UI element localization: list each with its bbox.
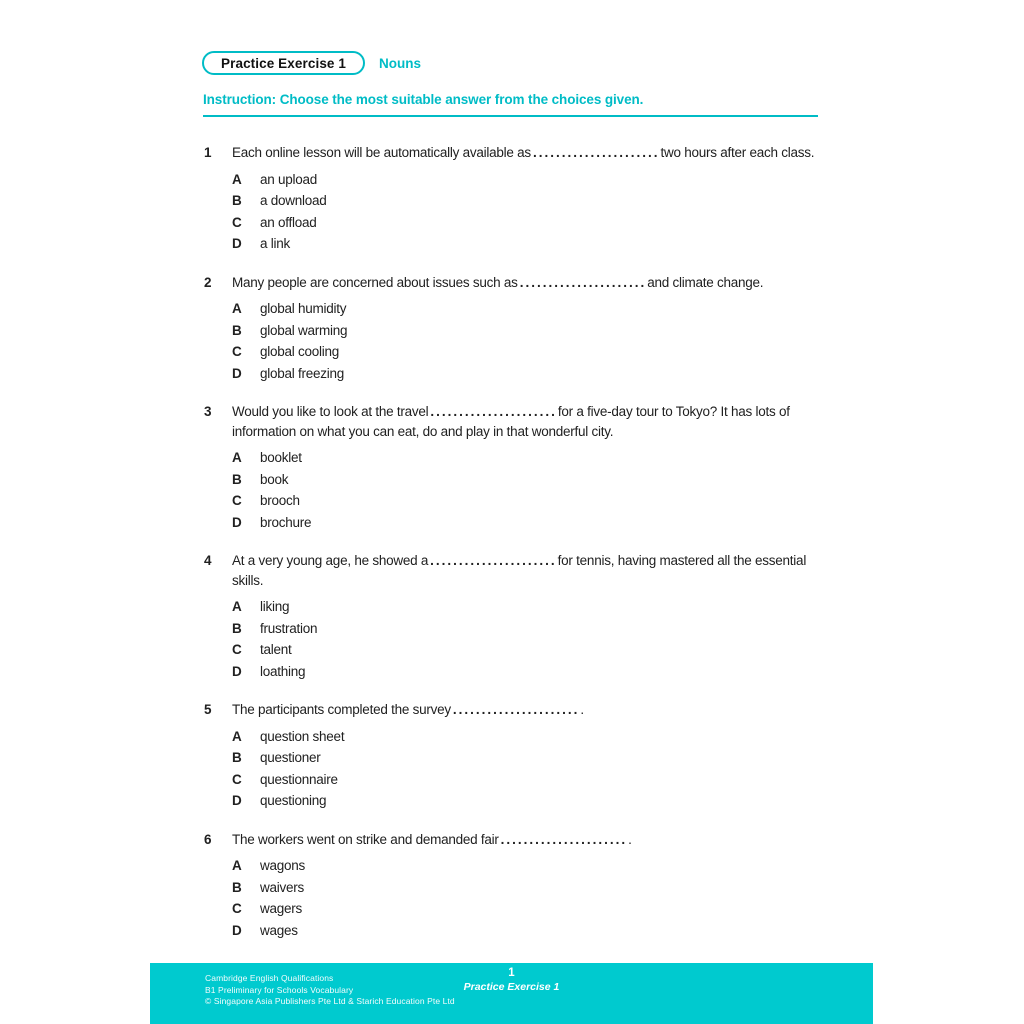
question-text [232,551,818,590]
answer-blank: ...................... [519,274,647,290]
option-row [232,447,818,469]
options-list [204,298,818,384]
option-text: talent [260,642,292,657]
option-letter: A [232,450,242,465]
question-5 [204,700,818,812]
option-text: question sheet [260,728,345,744]
option-letter: A [232,858,242,873]
publisher-line: Cambridge English Qualifications [205,973,334,983]
topic-label: Nouns [379,55,421,71]
option-row [232,618,818,640]
option-letter: A [232,728,242,744]
page-number: 1 [508,967,515,979]
question-text [232,143,818,163]
options-list [204,726,818,812]
option-letter: D [232,514,242,530]
option-text: global freezing [260,365,345,381]
option-letter: C [232,493,242,508]
question-text-after: for tennis, having mastered all the essential skills. [232,553,807,588]
exercise-badge: Practice Exercise 1 [202,51,365,75]
page-footer-center [150,967,873,994]
option-letter: D [232,922,242,938]
option-row [232,490,818,512]
option-text: waivers [260,879,305,895]
options-list [204,855,818,941]
option-text: an upload [260,171,318,187]
option-row [232,920,818,942]
option-text: loathing [260,663,306,679]
option-text: questioning [260,793,327,808]
instruction-text: Instruction: Choose the most suitable answer from the choices given. [203,92,644,107]
option-row [232,341,818,363]
option-text: liking [260,599,290,614]
option-row [232,790,818,812]
question-3 [204,402,818,533]
option-text: questionnaire [260,771,338,787]
option-row [232,169,818,191]
answer-blank: ...................... [532,145,660,160]
option-text: global humidity [260,301,347,316]
option-letter: A [232,171,242,187]
option-row [232,298,818,320]
option-text: global cooling [260,344,340,359]
option-text: a link [260,236,291,251]
question-number: 5 [204,702,212,717]
option-text: wagers [260,901,303,916]
option-text: global warming [260,322,348,338]
option-row [232,363,818,385]
options-list [204,169,818,255]
option-letter: C [232,642,242,657]
answer-blank: ...................... [452,702,580,717]
question-1 [204,143,818,255]
question-text-after: two hours after each class. [660,145,815,160]
option-row [232,233,818,255]
answer-blank: ...................... [500,831,628,847]
question-number: 6 [204,831,212,847]
option-letter: A [232,301,242,316]
option-row [232,747,818,769]
question-text-before: Each online lesson will be automatically available as [232,145,531,160]
option-letter: B [232,879,242,895]
option-text: a download [260,193,327,208]
option-row [232,596,818,618]
question-number: 2 [204,274,212,290]
option-text: questioner [260,750,321,765]
question-text-after: for a five-day tour to Tokyo? It has lots of information on what you can eat, do and play in that wonderful city. [232,404,790,439]
answer-blank: ...................... [430,404,557,419]
answer-blank: ...................... [430,553,557,568]
option-text: an offload [260,214,317,230]
option-row [232,855,818,877]
option-letter: D [232,793,242,808]
option-text: wages [260,922,298,938]
option-letter: B [232,750,242,765]
option-row [232,469,818,491]
footer-band [150,963,873,1024]
page-label: Practice Exercise 1 [463,981,560,993]
question-text-after: . [628,831,632,847]
question-text-after: . [580,702,584,717]
option-row [232,661,818,683]
option-text: wagons [260,858,306,873]
publisher-line: © Singapore Asia Publishers Pte Ltd & Starich Education Pte Ltd [205,996,455,1006]
option-text: brooch [260,493,300,508]
question-text-before: At a very young age, he showed a [232,553,429,568]
option-letter: B [232,471,242,487]
option-letter: C [232,771,242,787]
questions-list [204,143,818,959]
publisher-line: B1 Preliminary for Schools Vocabulary [205,984,354,995]
question-text-before: The participants completed the survey [232,702,451,717]
option-letter: D [232,365,242,381]
option-letter: D [232,663,242,679]
option-letter: B [232,620,242,636]
question-number: 1 [204,145,212,160]
option-row [232,320,818,342]
divider-rule [203,115,818,117]
option-letter: A [232,599,242,614]
option-row [232,639,818,661]
option-row [232,898,818,920]
option-row [232,212,818,234]
question-4 [204,551,818,682]
option-row [232,190,818,212]
options-list [204,596,818,682]
options-list [204,447,818,533]
question-text-before: Would you like to look at the travel [232,404,429,419]
option-letter: D [232,236,242,251]
header-row [202,51,421,75]
question-text-after: and climate change. [647,274,764,290]
option-row [232,769,818,791]
option-letter: C [232,214,242,230]
question-text [232,273,818,293]
question-number: 4 [204,553,212,568]
option-text: book [260,471,289,487]
question-text-before: The workers went on strike and demanded fair [232,831,499,847]
question-text [232,402,818,441]
question-2 [204,273,818,385]
option-text: brochure [260,514,312,530]
option-text: booklet [260,450,302,465]
question-text-before: Many people are concerned about issues such as [232,274,518,290]
option-row [232,726,818,748]
option-letter: C [232,901,242,916]
option-letter: B [232,193,242,208]
question-text [232,830,818,850]
option-row [232,877,818,899]
question-number: 3 [204,404,212,419]
option-row [232,512,818,534]
option-letter: B [232,322,242,338]
question-text [232,700,818,720]
option-letter: C [232,344,242,359]
question-6 [204,830,818,942]
option-text: frustration [260,620,318,636]
